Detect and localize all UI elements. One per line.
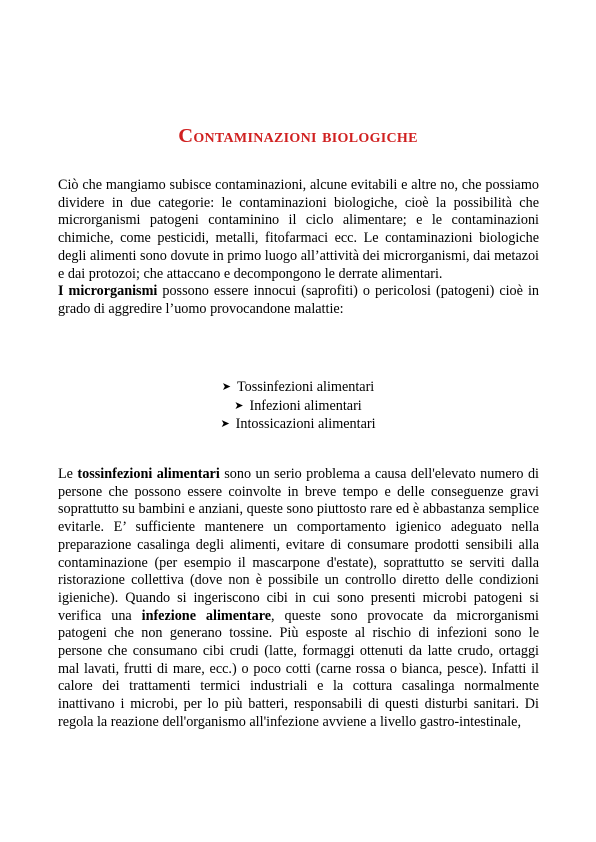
list-item xyxy=(0,379,596,398)
paragraph-text: sono un serio problema a causa dell'elevato numero di persone che possono essere coinvolte in breve tempo e delle conseguenze gravi soprattutto su bambini e anziani, queste sono piuttosto rare ed è abbastanza semplice evitarle. E’ sufficiente mantenere un comportamento igienico adeguato nella preparazione casalinga degli alimenti, evitare di consumare prodotti sensibili alla contaminazione (per esempio il mascarpone d'estate), soprattutto se serviti dalla ristorazione collettiva (dove non è possibile un controllo diretto delle condizioni igieniche). Quando si ingeriscono cibi in cui sono presenti microbi patogeni si verifica una xyxy=(58,466,539,624)
arrow-bullet-icon: ➤ xyxy=(220,418,230,431)
microrganismi-term: I microrganismi xyxy=(58,283,158,300)
tossinfezioni-term: tossinfezioni alimentari xyxy=(77,466,220,482)
tossinfezioni-paragraph xyxy=(58,466,539,732)
list-item-label: Tossinfezioni alimentari xyxy=(236,379,375,395)
microrganismi-text: possono essere innocui (saprofiti) o pericolosi (patogeni) cioè in grado di aggredire l’uomo provocandone malattie: xyxy=(58,283,540,317)
list-item-label: Infezioni alimentari xyxy=(249,397,362,414)
list-item xyxy=(0,416,596,435)
list-item xyxy=(0,398,596,417)
list-item-label: Intossicazioni alimentari xyxy=(235,416,376,433)
arrow-bullet-icon: ➤ xyxy=(221,381,231,393)
paragraph-text: , queste sono provocate da microrganismi patogeni che non generano tossine. Più esposte al rischio di infezioni sono le persone che consumano cibi crudi (latte, formaggi ottenuti da latte crudo, ortaggi mal lavati, frutti di mare, ecc.) o poco cotti (carne rossa o bianca, pesce). Infatti il calore dei trattamenti termici industriali e la cottura casalinga normalmente inattivano i microbi, per lo più batteri, responsabili di questi disturbi sanitari. Di regola la reazione dell'organismo all'infezione avviene a livello gastro-intestinale, xyxy=(58,607,539,730)
intro-text: Ciò che mangiamo subisce contaminazioni, alcune evitabili e altre no, che possiamo dividere in due categorie: le contaminazioni biologiche, cioè la possibilità che microrganismi patogeni contaminino il ciclo alimentare; e le contaminazioni chimiche, come pesticidi, metalli, fitofarmaci ecc. Le contaminazioni biologiche degli alimenti sono dovute in primo luogo all’attività dei microrganismi, dai metazoi e dai protozoi; che attaccano e decompongono le derrate alimentari. xyxy=(58,177,539,282)
bullet-list xyxy=(0,379,596,435)
intro-paragraph xyxy=(58,177,539,319)
paragraph-text: Le xyxy=(58,466,78,482)
arrow-bullet-icon: ➤ xyxy=(234,399,244,412)
page-title: Contaminazioni biologiche xyxy=(178,125,418,147)
infezione-term: infezione alimentare xyxy=(141,607,272,624)
